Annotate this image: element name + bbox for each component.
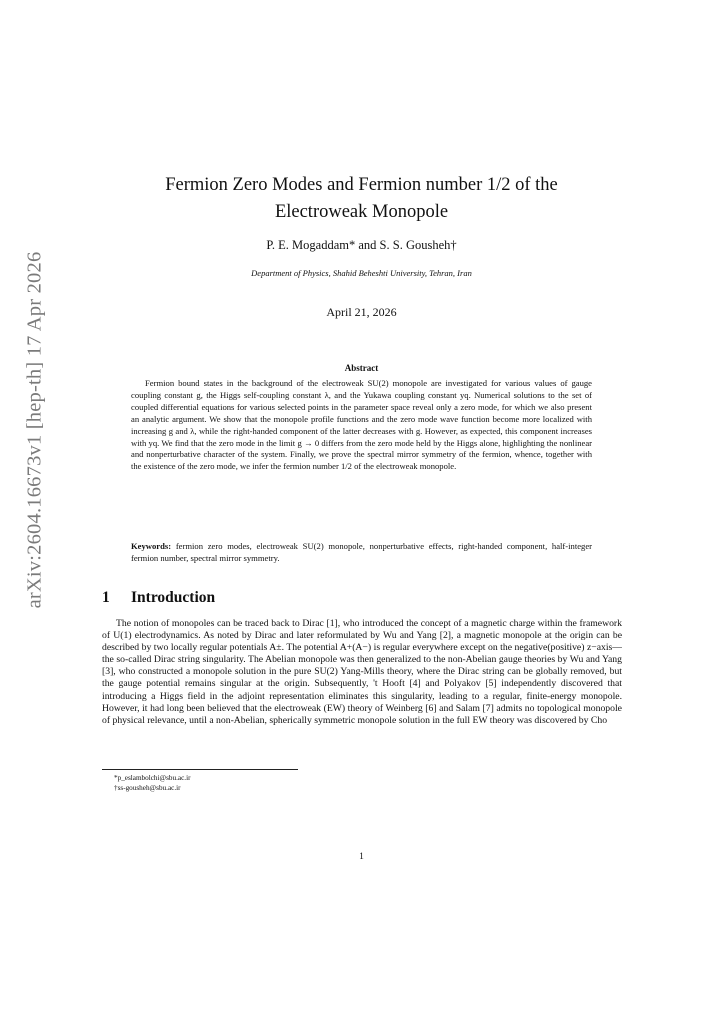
footnote-1[interactable]: *p_eslambolchi@sbu.ac.ir [114,774,191,782]
date: April 21, 2026 [326,305,397,319]
abstract-heading: Abstract [344,363,379,373]
arxiv-sidebar [10,170,60,690]
footnote-rule [102,769,298,770]
paper-title [115,172,608,226]
title-line-2: Electroweak Monopole [274,202,449,222]
arxiv-identifier: arXiv:2604.16673v1 [hep-th] 17 Apr 2026 [23,251,46,609]
section-number: 1 [102,589,110,606]
intro-paragraph: The notion of monopoles can be traced back to Dirac [1], who introduced the concept of a magnetic charge within the framework of U(1) electrodynamics. As noted by Dirac and later reformulated by Wu and Yang [2], a magnetic monopole at the origin can be described by two locally regular potentials A±. The potential A+(A−) is regular everywhere except on the negative(positive) z−axis—the so-called Dirac string singularity. The Abelian monopole was then generalized to the non-Abelian gauge theories by Wu and Yang [3], who constructed a monopole solution in the pure SU(2) Yang-Mills theory, where the Dirac string can be globally removed, but the gauge potential remains singular at the origin. Subsequently, 't Hooft [4] and Polyakov [5] independently discovered that introducing a Higgs field in the adjoint representation eliminates this singularity, leading to a regular, finite-energy monopole. However, it had long been believed that the electroweak (EW) theory of Weinberg [6] and Salam [7] admits no topological monopole of physical relevance, until a non-Abelian, spherically symmetric monopole solution in the full EW theory was discovered by Cho [102,618,622,726]
title-line-1: Fermion Zero Modes and Fermion number 1/2 of the [165,175,558,195]
section-title: Introduction [131,589,216,606]
keywords [131,541,592,565]
keywords-label: Keywords: [131,541,172,551]
affiliation: Department of Physics, Shahid Beheshti University, Tehran, Iran [251,268,472,278]
abstract-text: Fermion bound states in the background of the electroweak SU(2) monopole are investigated for various values of gauge coupling constant g, the Higgs self-coupling constant λ, and the Yukawa coupling constant yq. Numerical solutions to the set of coupled differential equations for various selected points in the parameter space reveal only a zero mode, for which we also present an analytic argument. We show that the monopole profile functions and the zero mode wave function become more localized with increasing g and λ, while the right-handed component of the latter decreases with g. However, as expected, this component increases with yq. We find that the zero mode in the limit g → 0 differs from the zero mode held by the Higgs alone, highlighting the nonlinear and nonperturbative character of the system. Finally, we prove the spectral mirror symmetry of the fermion, whence, together with the existence of the zero mode, we infer the fermion number 1/2 of the electroweak monopole. [131,378,592,472]
footnote-2[interactable]: †ss-gousheh@sbu.ac.ir [114,784,181,792]
footnotes [114,773,514,793]
section-heading [102,589,622,607]
authors: P. E. Mogaddam* and S. S. Gousheh† [266,238,457,252]
page-number: 1 [359,852,364,862]
keywords-text: fermion zero modes, electroweak SU(2) monopole, nonperturbative effects, right-handed component, half-integer fermion number, spectral mirror symmetry. [131,541,592,563]
